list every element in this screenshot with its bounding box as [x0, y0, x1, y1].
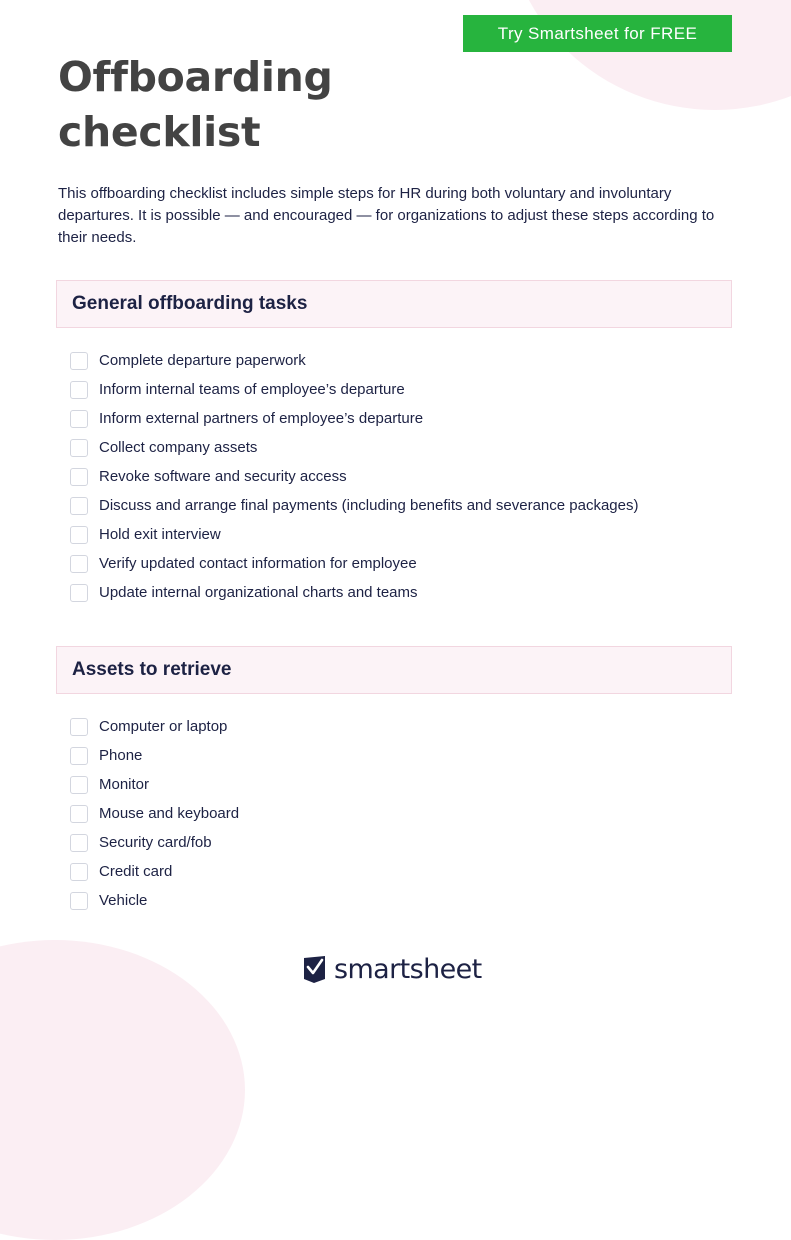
page-title-line-1: Offboarding [58, 53, 333, 101]
checkbox[interactable] [70, 439, 88, 457]
checklist-item-label: Credit card [99, 863, 173, 880]
checklist-item [70, 799, 239, 828]
checklist-item [70, 462, 638, 491]
checklist-item [70, 770, 239, 799]
checkbox[interactable] [70, 776, 88, 794]
checklist-item [70, 712, 239, 741]
checkbox[interactable] [70, 805, 88, 823]
checklist-item-label: Hold exit interview [99, 526, 221, 543]
section-header-general-tasks [56, 280, 732, 328]
checkbox[interactable] [70, 526, 88, 544]
checkbox[interactable] [70, 863, 88, 881]
checklist-item-label: Revoke software and security access [99, 468, 347, 485]
checkbox[interactable] [70, 381, 88, 399]
checklist-item [70, 741, 239, 770]
smartsheet-logo[interactable] [304, 954, 482, 985]
page-title-line-2: checklist [58, 108, 261, 156]
decorative-blob-bottom [0, 940, 245, 1240]
intro-paragraph: This offboarding checklist includes simple steps for HR during both voluntary and involuntary departures. It is possible — and encouraged — for organizations to adjust these steps according to their needs. [58, 185, 715, 246]
try-smartsheet-free-button[interactable]: Try Smartsheet for FREE [463, 15, 732, 52]
section-heading: General offboarding tasks [72, 293, 308, 314]
checklist-item-label: Computer or laptop [99, 718, 228, 735]
checklist-item [70, 549, 638, 578]
checkbox[interactable] [70, 555, 88, 573]
checklist-item-label: Monitor [99, 776, 150, 793]
checklist-item [70, 404, 638, 433]
checklist-item-label: Complete departure paperwork [99, 352, 306, 369]
checklist-item-label: Update internal organizational charts and teams [99, 584, 418, 601]
checkbox[interactable] [70, 497, 88, 515]
section-heading: Assets to retrieve [72, 659, 232, 680]
checklist-item-label: Inform external partners of employee’s departure [99, 410, 424, 427]
page-title [58, 50, 333, 160]
checkbox[interactable] [70, 834, 88, 852]
smartsheet-check-icon [304, 956, 327, 983]
checkbox[interactable] [70, 352, 88, 370]
checklist-item [70, 578, 638, 607]
checkbox[interactable] [70, 892, 88, 910]
checklist-item [70, 886, 239, 915]
checkbox[interactable] [70, 584, 88, 602]
checklist-item [70, 857, 239, 886]
checklist-item-label: Discuss and arrange final payments (including benefits and severance packages) [99, 497, 639, 514]
smartsheet-wordmark: smartsheet [334, 954, 482, 985]
checklist-item [70, 375, 638, 404]
checklist-item [70, 828, 239, 857]
checklist-item-label: Collect company assets [99, 439, 258, 456]
checklist-item [70, 433, 638, 462]
checklist-item [70, 491, 638, 520]
checklist-item-label: Vehicle [99, 892, 148, 909]
general-tasks-checklist [70, 346, 638, 607]
checklist-item-label: Security card/fob [99, 834, 212, 851]
checkbox[interactable] [70, 718, 88, 736]
checkbox[interactable] [70, 468, 88, 486]
checkbox[interactable] [70, 747, 88, 765]
checkbox[interactable] [70, 410, 88, 428]
assets-checklist [70, 712, 239, 915]
section-header-assets [56, 646, 732, 694]
checklist-item-label: Inform internal teams of employee’s departure [99, 381, 405, 398]
checklist-item-label: Verify updated contact information for employee [99, 555, 417, 572]
checklist-item-label: Mouse and keyboard [99, 805, 240, 822]
checklist-item-label: Phone [99, 747, 143, 764]
checklist-item [70, 520, 638, 549]
checklist-item [70, 346, 638, 375]
